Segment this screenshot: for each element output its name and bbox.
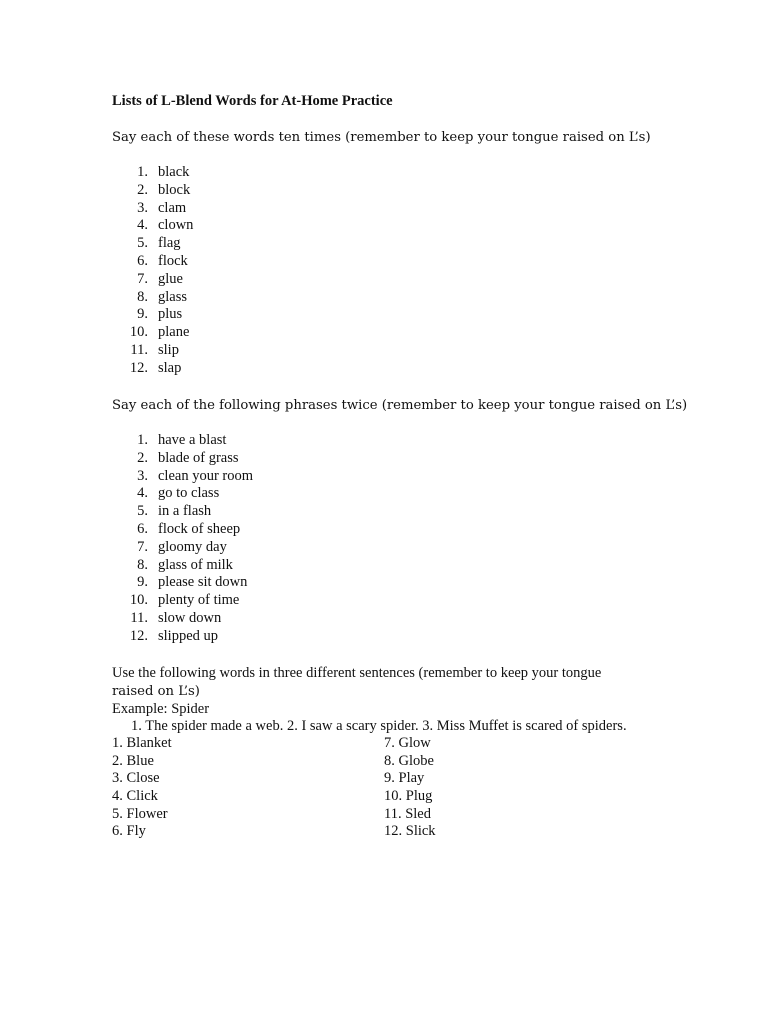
list-item-text: plus [158,306,183,323]
list-item-number: 10. [129,324,148,341]
word-item: 3. Close [112,770,160,787]
word-item: 2. Blue [112,752,154,769]
list-item-number: 11. [130,609,148,626]
word-item: 6. Fly [112,823,146,840]
word-item: 12. Slick [384,823,436,840]
list-item-number: 4. [137,217,148,234]
sentences-instruction-line2: raised on L’s) [112,683,200,699]
word-item: 11. Sled [384,805,431,822]
list-item-text: flag [158,235,181,252]
list-item-number: 12. [129,359,148,376]
list-item-number: 10. [129,592,148,609]
list-item-number: 5. [137,235,148,252]
list-item-text: black [158,164,190,180]
list-item-number: 5. [137,503,148,520]
list-item-number: 9. [137,306,148,323]
word-item: 1. Blanket [112,735,172,751]
list-item-text: slap [158,359,182,376]
sentences-instruction-line1: Use the following words in three different sentences (remember to keep your tongue [112,665,602,681]
list-item-text: clown [158,217,194,234]
list-item-number: 1. [137,164,148,180]
word-item: 7. Glow [384,735,431,751]
phrases-instruction: Say each of the following phrases twice (remember to keep your tongue raised on L’s) [112,398,688,413]
list-item-number: 7. [137,270,148,287]
example-sentences: 1. The spider made a web. 2. I saw a scary spider. 3. Miss Muffet is scared of spiders. [131,718,627,735]
word-item: 4. Click [112,788,158,805]
list-item-number: 3. [137,199,148,216]
list-item-number: 8. [137,288,148,305]
list-item-number: 6. [137,252,148,269]
right-word-column [384,735,436,841]
words-instruction: Say each of these words ten times (remember to keep your tongue raised on L’s) [112,130,651,145]
list-item-text: flock [158,252,188,269]
list-item-number: 1. [137,432,148,448]
list-item-text: have a blast [158,432,227,448]
list-item-text: slipped up [158,627,219,644]
list-item-number: 4. [137,485,148,502]
list-item-number: 12. [129,627,148,644]
list-item-number: 11. [130,341,148,358]
list-item-text: slip [158,341,179,358]
list-item-number: 2. [137,181,148,198]
list-item-number: 7. [137,538,148,555]
list-item-number: 3. [137,467,148,484]
list-item-text: please sit down [158,574,248,591]
list-item-text: clam [158,199,187,216]
list-item-number: 6. [137,520,148,537]
list-item-text: plane [158,324,190,341]
list-item-text: go to class [158,485,220,502]
example-label: Example: Spider [112,700,210,717]
list-item-number: 2. [137,449,148,466]
list-item-text: in a flash [158,503,212,520]
left-word-column [112,735,172,841]
list-item-number: 9. [137,574,148,591]
list-item-text: glass of milk [158,556,233,573]
list-item-text: flock of sheep [158,520,241,537]
list-item-number: 8. [137,556,148,573]
word-item: 8. Globe [384,752,434,769]
sentences-instruction [112,665,627,736]
list-item-text: blade of grass [158,449,239,466]
word-item: 10. Plug [384,788,433,805]
word-item: 9. Play [384,770,425,787]
list-item-text: slow down [158,609,222,626]
list-item-text: block [158,181,191,198]
list-item-text: gloomy day [158,538,227,555]
list-item-text: glass [158,288,187,305]
document-title: Lists of L-Blend Words for At-Home Practice [112,93,393,109]
list-item-text: clean your room [158,467,254,484]
list-item-text: plenty of time [158,592,240,609]
list-item-text: glue [158,270,183,287]
word-item: 5. Flower [112,805,168,822]
